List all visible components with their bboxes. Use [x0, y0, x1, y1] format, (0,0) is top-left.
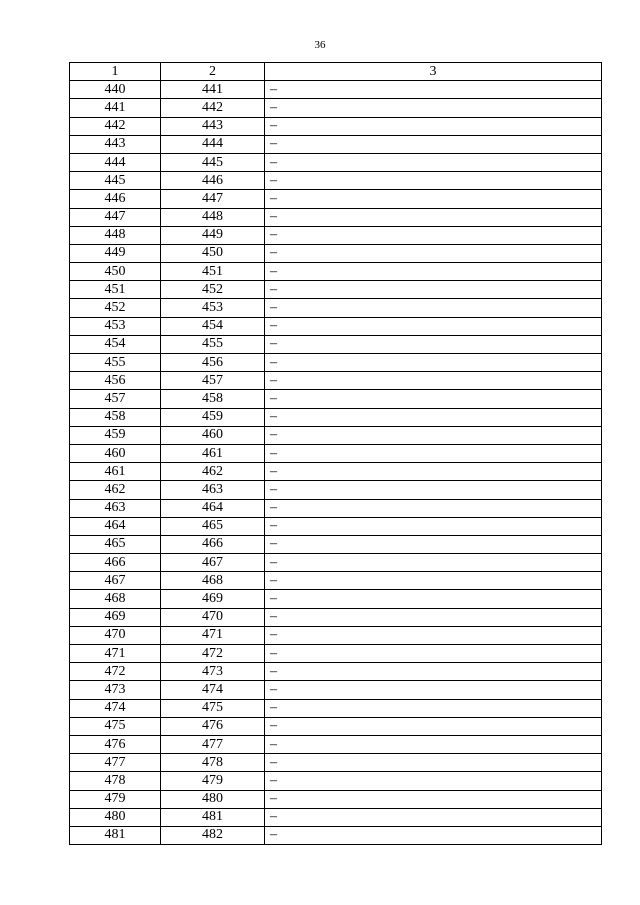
cell-col-2: 461 — [161, 444, 265, 462]
table-row — [70, 826, 602, 844]
cell-col-1: 469 — [70, 608, 161, 626]
table-row — [70, 645, 602, 663]
cell-col-1: 472 — [70, 663, 161, 681]
cell-col-1: 449 — [70, 244, 161, 262]
table-row — [70, 699, 602, 717]
cell-col-1: 477 — [70, 754, 161, 772]
cell-col-3: – — [265, 153, 602, 171]
cell-col-3: – — [265, 390, 602, 408]
cell-col-2: 443 — [161, 117, 265, 135]
cell-col-1: 460 — [70, 444, 161, 462]
cell-col-3: – — [265, 772, 602, 790]
column-header-1: 1 — [70, 63, 161, 81]
table-row — [70, 626, 602, 644]
cell-col-2: 468 — [161, 572, 265, 590]
cell-col-2: 469 — [161, 590, 265, 608]
column-header-2: 2 — [161, 63, 265, 81]
cell-col-3: – — [265, 426, 602, 444]
table-row — [70, 153, 602, 171]
cell-col-1: 445 — [70, 172, 161, 190]
cell-col-1: 457 — [70, 390, 161, 408]
cell-col-3: – — [265, 808, 602, 826]
table-row — [70, 263, 602, 281]
cell-col-1: 467 — [70, 572, 161, 590]
cell-col-3: – — [265, 299, 602, 317]
table-header-row — [70, 63, 602, 81]
table-row — [70, 754, 602, 772]
table-row — [70, 281, 602, 299]
cell-col-2: 444 — [161, 135, 265, 153]
cell-col-3: – — [265, 717, 602, 735]
cell-col-3: – — [265, 226, 602, 244]
table-row — [70, 135, 602, 153]
table-row — [70, 408, 602, 426]
cell-col-2: 448 — [161, 208, 265, 226]
table-row — [70, 335, 602, 353]
cell-col-1: 451 — [70, 281, 161, 299]
cell-col-2: 458 — [161, 390, 265, 408]
table-row — [70, 790, 602, 808]
cell-col-1: 456 — [70, 372, 161, 390]
cell-col-2: 471 — [161, 626, 265, 644]
cell-col-3: – — [265, 481, 602, 499]
cell-col-1: 454 — [70, 335, 161, 353]
cell-col-2: 482 — [161, 826, 265, 844]
table-row — [70, 535, 602, 553]
cell-col-3: – — [265, 554, 602, 572]
cell-col-1: 452 — [70, 299, 161, 317]
cell-col-3: – — [265, 135, 602, 153]
table-body — [70, 81, 602, 845]
cell-col-2: 465 — [161, 517, 265, 535]
cell-col-3: – — [265, 590, 602, 608]
cell-col-3: – — [265, 335, 602, 353]
cell-col-2: 481 — [161, 808, 265, 826]
cell-col-1: 450 — [70, 263, 161, 281]
table-row — [70, 190, 602, 208]
cell-col-3: – — [265, 790, 602, 808]
table-row — [70, 226, 602, 244]
page-number: 36 — [314, 39, 326, 51]
table-row — [70, 499, 602, 517]
cell-col-3: – — [265, 626, 602, 644]
cell-col-1: 442 — [70, 117, 161, 135]
cell-col-3: – — [265, 117, 602, 135]
cell-col-1: 463 — [70, 499, 161, 517]
cell-col-1: 478 — [70, 772, 161, 790]
cell-col-3: – — [265, 172, 602, 190]
table-row — [70, 735, 602, 753]
table-row — [70, 317, 602, 335]
column-header-3: 3 — [265, 63, 602, 81]
cell-col-1: 461 — [70, 463, 161, 481]
cell-col-2: 480 — [161, 790, 265, 808]
cell-col-1: 443 — [70, 135, 161, 153]
cell-col-1: 481 — [70, 826, 161, 844]
cell-col-3: – — [265, 572, 602, 590]
cell-col-3: – — [265, 463, 602, 481]
cell-col-3: – — [265, 499, 602, 517]
cell-col-2: 470 — [161, 608, 265, 626]
table-row — [70, 172, 602, 190]
table-row — [70, 299, 602, 317]
table-row — [70, 554, 602, 572]
cell-col-2: 451 — [161, 263, 265, 281]
cell-col-2: 441 — [161, 81, 265, 99]
cell-col-1: 476 — [70, 735, 161, 753]
cell-col-2: 453 — [161, 299, 265, 317]
cell-col-1: 440 — [70, 81, 161, 99]
cell-col-2: 479 — [161, 772, 265, 790]
cell-col-1: 479 — [70, 790, 161, 808]
table-row — [70, 244, 602, 262]
cell-col-2: 463 — [161, 481, 265, 499]
table-row — [70, 663, 602, 681]
cell-col-3: – — [265, 354, 602, 372]
table-row — [70, 444, 602, 462]
cell-col-2: 456 — [161, 354, 265, 372]
cell-col-1: 474 — [70, 699, 161, 717]
cell-col-3: – — [265, 535, 602, 553]
cell-col-3: – — [265, 826, 602, 844]
table-row — [70, 354, 602, 372]
cell-col-3: – — [265, 81, 602, 99]
cell-col-1: 459 — [70, 426, 161, 444]
table-row — [70, 117, 602, 135]
table-row — [70, 590, 602, 608]
cell-col-1: 458 — [70, 408, 161, 426]
cell-col-2: 460 — [161, 426, 265, 444]
table-row — [70, 463, 602, 481]
cell-col-3: – — [265, 681, 602, 699]
cell-col-3: – — [265, 317, 602, 335]
cell-col-3: – — [265, 263, 602, 281]
cell-col-2: 476 — [161, 717, 265, 735]
cell-col-3: – — [265, 754, 602, 772]
cell-col-1: 462 — [70, 481, 161, 499]
table-row — [70, 808, 602, 826]
cell-col-3: – — [265, 645, 602, 663]
cell-col-3: – — [265, 663, 602, 681]
cell-col-2: 454 — [161, 317, 265, 335]
cell-col-2: 472 — [161, 645, 265, 663]
cell-col-2: 464 — [161, 499, 265, 517]
cell-col-2: 446 — [161, 172, 265, 190]
table-row — [70, 717, 602, 735]
cell-col-3: – — [265, 208, 602, 226]
cell-col-1: 453 — [70, 317, 161, 335]
cell-col-2: 466 — [161, 535, 265, 553]
cell-col-2: 450 — [161, 244, 265, 262]
cell-col-1: 447 — [70, 208, 161, 226]
table-row — [70, 390, 602, 408]
cell-col-1: 455 — [70, 354, 161, 372]
cell-col-2: 457 — [161, 372, 265, 390]
cell-col-3: – — [265, 372, 602, 390]
cell-col-1: 473 — [70, 681, 161, 699]
cell-col-2: 455 — [161, 335, 265, 353]
cell-col-1: 466 — [70, 554, 161, 572]
table-row — [70, 99, 602, 117]
cell-col-1: 471 — [70, 645, 161, 663]
cell-col-3: – — [265, 699, 602, 717]
cell-col-1: 480 — [70, 808, 161, 826]
table-row — [70, 608, 602, 626]
cell-col-1: 441 — [70, 99, 161, 117]
cell-col-3: – — [265, 735, 602, 753]
cell-col-1: 446 — [70, 190, 161, 208]
cell-col-1: 465 — [70, 535, 161, 553]
cell-col-2: 459 — [161, 408, 265, 426]
cell-col-1: 464 — [70, 517, 161, 535]
cell-col-1: 475 — [70, 717, 161, 735]
table-row — [70, 572, 602, 590]
cell-col-3: – — [265, 281, 602, 299]
cell-col-2: 478 — [161, 754, 265, 772]
cell-col-2: 449 — [161, 226, 265, 244]
cell-col-2: 477 — [161, 735, 265, 753]
cell-col-1: 444 — [70, 153, 161, 171]
cell-col-3: – — [265, 99, 602, 117]
cell-col-1: 470 — [70, 626, 161, 644]
cell-col-2: 445 — [161, 153, 265, 171]
table-row — [70, 481, 602, 499]
table-row — [70, 372, 602, 390]
cell-col-3: – — [265, 517, 602, 535]
cell-col-2: 462 — [161, 463, 265, 481]
table-row — [70, 81, 602, 99]
table-row — [70, 426, 602, 444]
cell-col-2: 452 — [161, 281, 265, 299]
cell-col-2: 474 — [161, 681, 265, 699]
table-row — [70, 517, 602, 535]
data-table — [69, 62, 602, 845]
cell-col-3: – — [265, 244, 602, 262]
cell-col-2: 467 — [161, 554, 265, 572]
cell-col-3: – — [265, 190, 602, 208]
table-row — [70, 208, 602, 226]
cell-col-3: – — [265, 608, 602, 626]
table-row — [70, 681, 602, 699]
cell-col-1: 448 — [70, 226, 161, 244]
cell-col-2: 447 — [161, 190, 265, 208]
cell-col-3: – — [265, 408, 602, 426]
table-row — [70, 772, 602, 790]
cell-col-2: 475 — [161, 699, 265, 717]
cell-col-2: 442 — [161, 99, 265, 117]
cell-col-1: 468 — [70, 590, 161, 608]
cell-col-2: 473 — [161, 663, 265, 681]
cell-col-3: – — [265, 444, 602, 462]
